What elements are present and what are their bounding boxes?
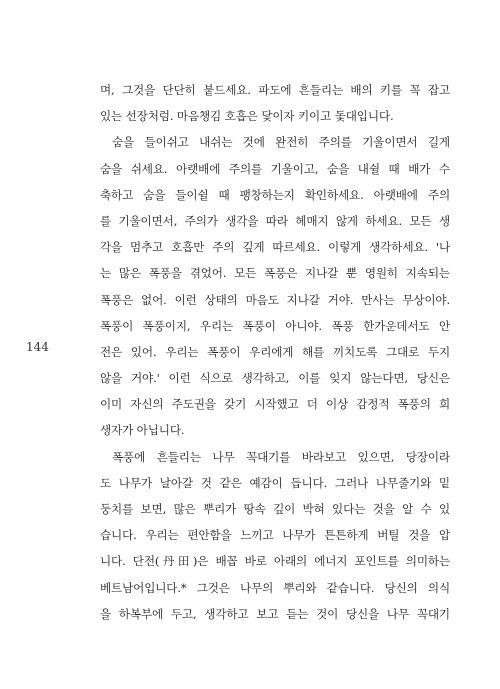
text-line: 를 기울이면서, 주의가 생각을 따라 헤매지 않게 하세요. 모든 생	[100, 213, 450, 228]
text-line: 숨을 쉬세요. 아랫배에 주의를 기울이고, 숨을 내쉴 때 배가 수	[100, 161, 450, 176]
text-line: 각을 멈추고 호흡만 주의 깊게 따르세요. 이렇게 생각하세요. '나	[100, 240, 450, 255]
paragraph-3	[100, 444, 450, 627]
text-line: 도 나무가 날아갈 것 같은 예감이 듭니다. 그러나 나무줄기와 밑	[100, 475, 450, 490]
text-line: 폭풍은 없어. 이런 상태의 마음도 지나갈 거야. 만사는 무상이야.	[100, 292, 450, 307]
text-line: 니다. 단전(丹田)은 배꼽 바로 아래의 에너지 포인트를 의미하는	[100, 554, 450, 569]
text-line: 습니다. 우리는 편안함을 느끼고 나무가 튼튼하게 버틸 것을 압	[100, 528, 450, 543]
text-line: 둥치를 보면, 많은 뿌리가 땅속 깊이 박혀 있다는 것을 알 수 있	[100, 502, 450, 516]
text-line: 폭풍이 폭풍이지, 우리는 폭풍이 아니야. 폭풍 한가운데서도 안	[100, 318, 450, 333]
paragraph-1	[100, 77, 450, 129]
text-line: 베트남어입니다.* 그것은 나무의 뿌리와 같습니다. 당신의 의식	[100, 580, 450, 595]
page-number: 144	[26, 340, 49, 354]
text-line: 있는 선장처럼. 마음챙김 호흡은 닻이자 키이고 돛대입니다.	[100, 109, 394, 124]
text-line: 며, 그것을 단단히 붙드세요. 파도에 흔들리는 배의 키를 꼭 잡고	[100, 83, 450, 97]
text-line: 않을 거야.' 이런 식으로 생각하고, 이를 잊지 않는다면, 당신은	[100, 371, 450, 386]
text-line: 폭풍에 흔들리는 나무 꼭대기를 바라보고 있으면, 당장이라	[112, 449, 450, 464]
text-line: 전은 있어. 우리는 폭풍이 우리에게 해를 끼치도록 그대로 두지	[100, 344, 450, 359]
text-line: 는 많은 폭풍을 겪었어. 모든 폭풍은 지나갈 뿐 영원히 지속되는	[100, 266, 450, 281]
body-text	[100, 77, 450, 627]
text-line: 을 하복부에 두고, 생각하고 보고 듣는 것이 당신을 나무 꼭대기	[100, 606, 450, 621]
text-line: 생자가 아닙니다.	[100, 423, 185, 438]
text-line: 축하고 숨을 들이쉴 때 팽창하는지 확인하세요. 아랫배에 주의	[100, 187, 450, 202]
paragraph-2	[100, 129, 450, 443]
text-line: 숨을 들이쉬고 내쉬는 것에 완전히 주의를 기울이면서 길게	[112, 135, 450, 150]
text-line: 이미 자신의 주도권을 갖기 시작했고 더 이상 감정적 폭풍의 희	[100, 397, 450, 412]
